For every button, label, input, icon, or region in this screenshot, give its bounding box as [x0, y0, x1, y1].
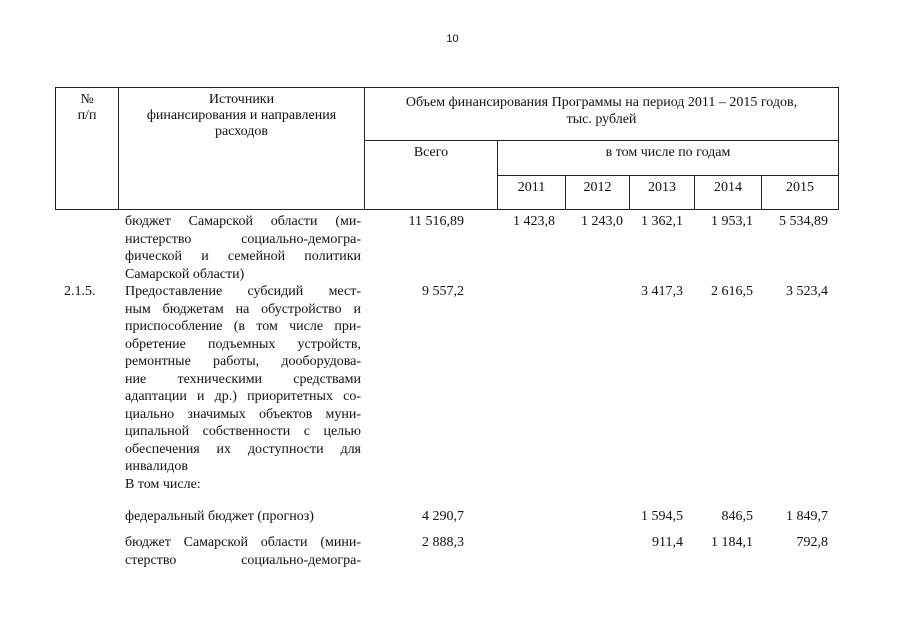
header-by-years: в том числе по годам — [605, 145, 731, 160]
row-2014: 2 616,5 — [711, 284, 753, 299]
row-description: федеральный бюджет (прогноз) — [125, 509, 314, 524]
row-2015: 3 523,4 — [786, 284, 828, 299]
text-line: стерство социально-демогра- — [125, 552, 361, 568]
header-year-2014: 2014 — [714, 180, 742, 195]
text-line: Самарской области) — [125, 266, 245, 282]
row-2014: 1 184,1 — [711, 535, 753, 550]
header-year-2012: 2012 — [583, 180, 612, 195]
text-line: ние техническими средствами — [125, 371, 361, 387]
header-volume-line1: Объем финансирования Программы на период 2011 – 2015 годов, — [405, 95, 798, 110]
row-2014: 846,5 — [721, 509, 753, 524]
row-description — [125, 213, 361, 283]
text-line: фической и семейной политики — [125, 249, 361, 264]
header-volume-cell — [365, 94, 838, 128]
row-2012: 1 243,0 — [581, 214, 623, 229]
row-subheading: В том числе: — [125, 477, 201, 492]
row-total: 11 516,89 — [408, 214, 464, 229]
text-line: адаптации и др.) приоритетных со- — [125, 389, 361, 404]
row-description — [125, 283, 361, 476]
row-2013: 1 594,5 — [641, 509, 683, 524]
header-num-cell — [56, 92, 118, 124]
header-source-line2: финансирования и направления — [146, 108, 337, 123]
header-year-2013: 2013 — [648, 180, 676, 195]
text-line: нистерство социально-демогра- — [125, 231, 361, 247]
row-number: 2.1.5. — [64, 284, 96, 299]
row-total: 2 888,3 — [422, 535, 464, 550]
divider — [497, 175, 838, 176]
text-line: обеспечения их доступности для — [125, 441, 361, 457]
row-2011: 1 423,8 — [513, 214, 555, 229]
text-line: обретение подъемных устройств, — [125, 336, 361, 352]
row-2013: 1 362,1 — [641, 214, 683, 229]
text-line: циально значимых объектов муни- — [125, 406, 361, 422]
text-line: ципальной собственности с целью — [125, 424, 361, 439]
row-2015: 792,8 — [796, 535, 828, 550]
header-volume-line2: тыс. рублей — [566, 112, 637, 127]
text-line: ремонтные работы, дооборудова- — [125, 354, 361, 369]
row-description — [125, 534, 361, 569]
row-2015: 5 534,89 — [779, 214, 828, 229]
page-number: 10 — [446, 33, 459, 45]
header-source-line1: Источники — [208, 92, 275, 107]
header-year-2011: 2011 — [517, 180, 546, 195]
header-year-2015: 2015 — [786, 180, 814, 195]
header-num-line1: № — [80, 92, 94, 107]
text-line: ным бюджетам на обустройство и — [125, 301, 361, 317]
text-line: инвалидов — [125, 459, 188, 474]
text-line: бюджет Самарской области (мини- — [125, 535, 361, 550]
row-2013: 3 417,3 — [641, 284, 683, 299]
divider — [364, 140, 838, 141]
header-source-line3: расходов — [214, 124, 269, 139]
row-total: 9 557,2 — [422, 284, 464, 299]
header-total: Всего — [413, 145, 449, 160]
text-line: бюджет Самарской области (ми- — [125, 214, 361, 229]
row-total: 4 290,7 — [422, 509, 464, 524]
text-line: приспособление (в том числе при- — [125, 319, 361, 334]
row-2014: 1 953,1 — [711, 214, 753, 229]
header-source-cell — [119, 92, 364, 140]
header-num-line2: п/п — [77, 108, 97, 123]
text-line: Предоставление субсидий мест- — [125, 284, 361, 299]
row-2013: 911,4 — [652, 535, 683, 550]
row-2015: 1 849,7 — [786, 509, 828, 524]
